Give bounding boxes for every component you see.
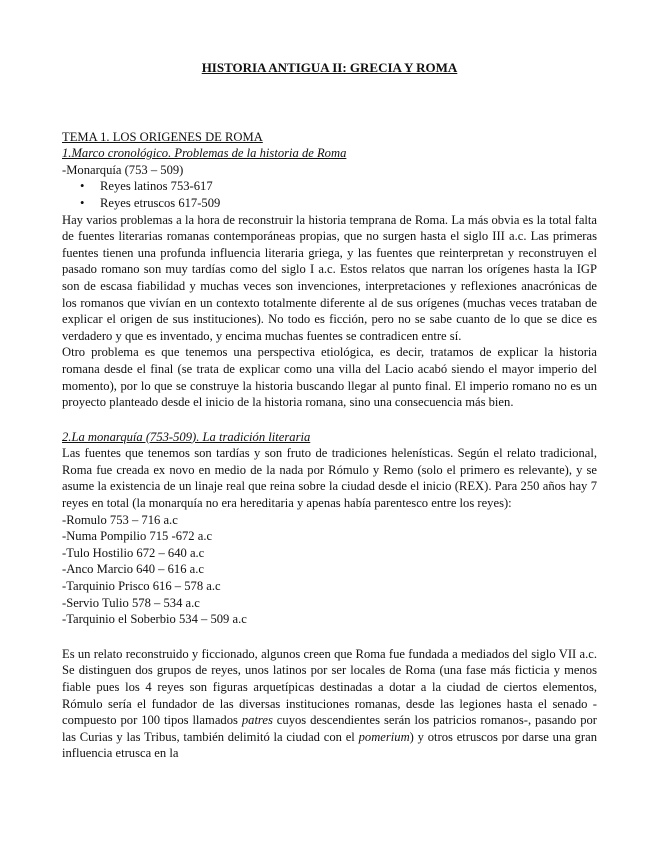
list-item: -Tulo Hostilio 672 – 640 a.c	[62, 545, 205, 560]
paragraph-reconstructed-account	[62, 646, 597, 762]
list-item: -Servio Tulio 578 – 534 a.c	[62, 595, 200, 610]
list-item: -Numa Pompilio 715 -672 a.c	[62, 529, 213, 544]
kings-groups-list	[62, 178, 597, 211]
paragraph-sources-problem: Hay varios problemas a la hora de reconstruir la historia temprana de Roma. La más obvia es la total falta de fuentes literarias romanas contemporáneas propias, que no surgen hasta el siglo III a.c. Las primeras fuentes tienen una profunda influencia literaria griega, y las fuentes que reinterpretan y reconstruyen el pasado romano son muy tardías como del siglo I a.c. Estos relatos que narran los orígenes hasta la IGP son de escasa fiabilidad y muchas veces son invenciones, interpretaciones y reflexiones anacrónicas de los romanos que vivían en un contexto totalmente diferente al de sus orígenes (muchas veces trataban de explicar el origen de sus instituciones). No todo es ficción, pero no se sabe cuanto de lo que se dice es verdadero y que es inventado, y encima muchas fuentes se contradicen entre sí.	[62, 212, 597, 343]
text-run: Es un relato reconstruido y ficcionado, algunos creen que Roma fue fundada a mediados del siglo VII a.c. Se distinguen dos grupos de reyes, unos latinos por ser locales de Roma (una fase más ficticia y menos fiable pues los 4 reyes son figuras arquetípicas destinadas a dotar a la ciudad de ciertos elementos, Rómulo sería el fundador de las diversas instituciones romanas, desde las legiones hasta el senado -compuesto por 100 tipos llamados	[62, 646, 597, 728]
list-item: -Romulo 753 – 716 a.c	[62, 512, 178, 527]
document-title: HISTORIA ANTIGUA II: GRECIA Y ROMA	[201, 60, 458, 75]
list-item: • Reyes etruscos 617-509	[100, 195, 597, 212]
monarquia-line: -Monarquía (753 – 509)	[62, 162, 184, 177]
tema-heading: TEMA 1. LOS ORIGENES DE ROMA	[62, 129, 263, 144]
list-item: • Reyes latinos 753-617	[100, 178, 597, 195]
paragraph-etiological: Otro problema es que tenemos una perspectiva etiológica, es decir, tratamos de explicar la historia romana desde el final (se trata de explicar como una villa del Lacio acabó siendo el mayor imperio del momento), por lo que se construye la historia buscando llegar al punto final. El imperio romano no es un proyecto planteado desde el inicio de la historia romana, sino una consecuencia más bien.	[62, 345, 597, 410]
list-item: -Anco Marcio 640 – 616 a.c	[62, 562, 204, 577]
term-pomerium: pomerium	[358, 729, 410, 744]
list-item: -Tarquinio Prisco 616 – 578 a.c	[62, 579, 221, 594]
section-1-heading: 1.Marco cronológico. Problemas de la historia de Roma	[62, 146, 347, 161]
text-run: cuyos descendientes serán los patricios romanos-, pasando por las Curias y las Tribus, también delimitó la ciudad con el	[62, 713, 598, 744]
spacer	[62, 628, 597, 646]
section-2-heading: 2.La monarquía (753-509). La tradición literaria	[62, 429, 311, 444]
spacer	[62, 411, 597, 429]
kings-list	[62, 512, 597, 628]
term-patres: patres	[241, 713, 273, 728]
text-run: ) y otros etruscos por darse una gran influencia etrusca en la	[62, 729, 598, 761]
paragraph-traditional-account: Las fuentes que tenemos son tardías y son fruto de tradiciones helenísticas. Según el relato tradicional, Roma fue creada ex novo en medio de la nada por Rómulo y Remo (solo el primero es relevante), y se asume la existencia de un linaje real que reina sobre la ciudad desde el inicio (REX). Para 250 años hay 7 reyes en total (la monarquía no era hereditaria y apenas había parentesco entre los reyes):	[62, 446, 597, 511]
list-item: -Tarquinio el Soberbio 534 – 509 a.c	[62, 612, 247, 627]
